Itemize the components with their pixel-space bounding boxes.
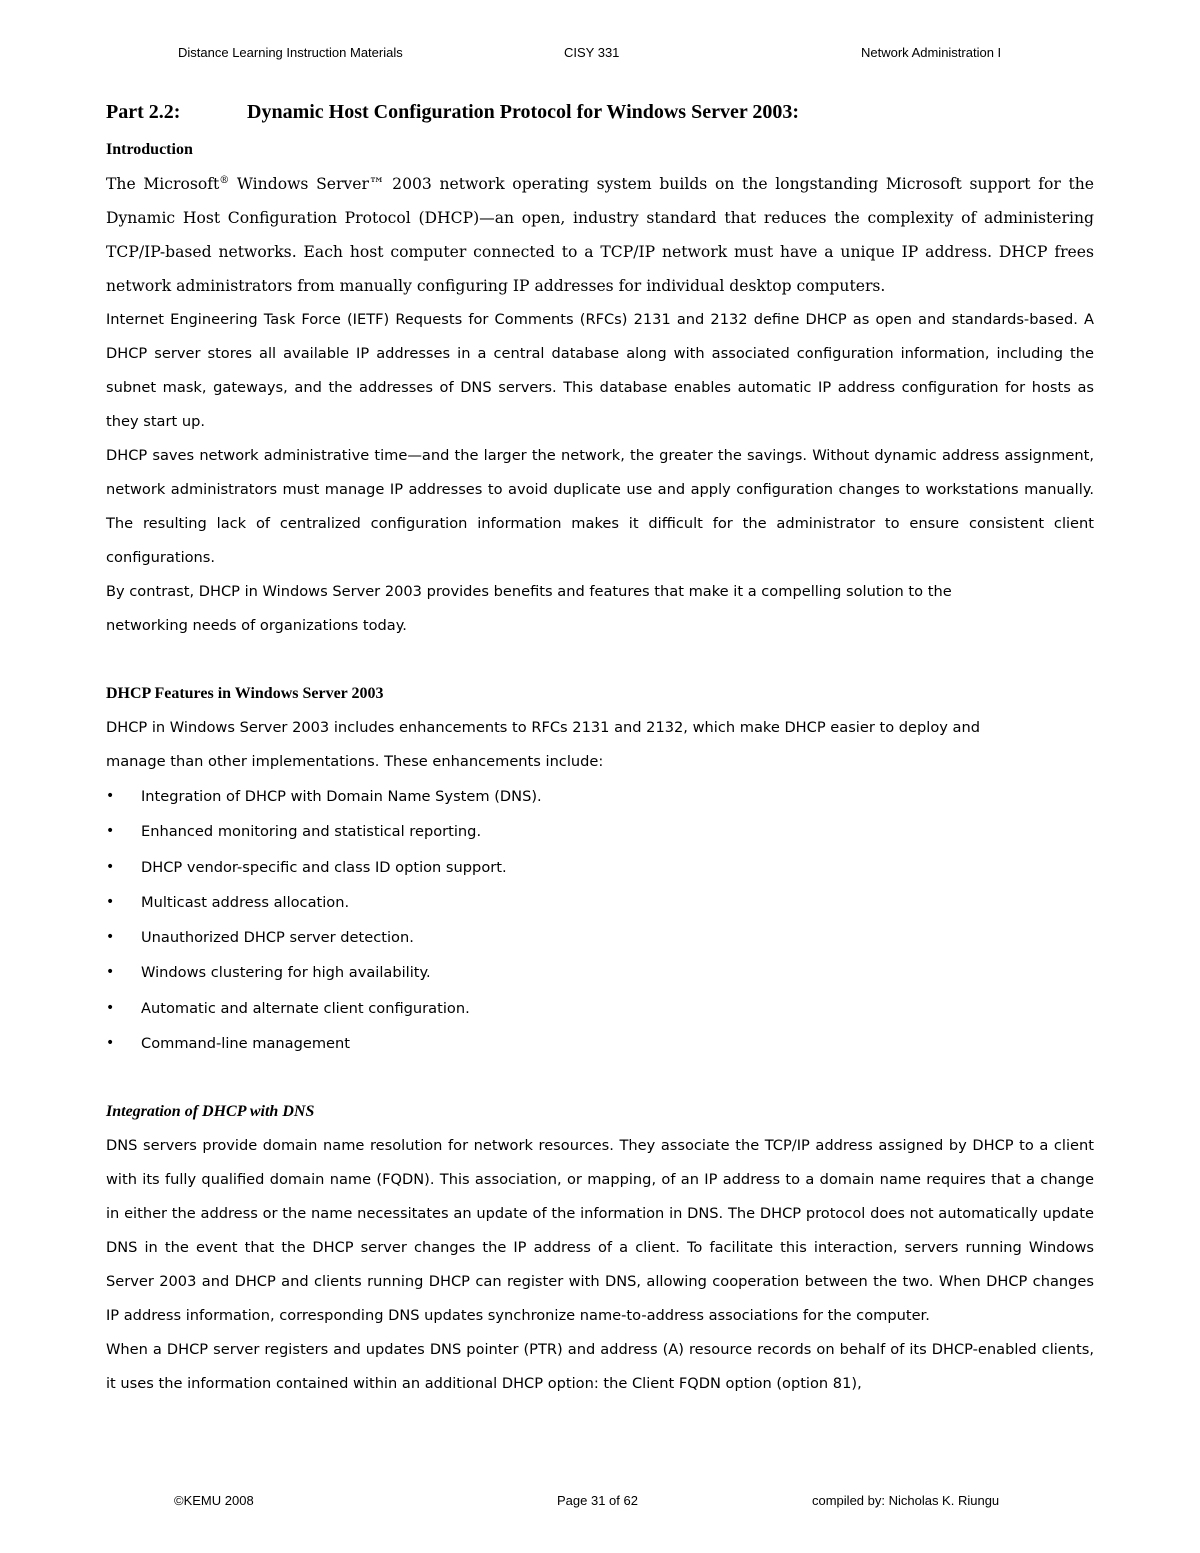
registered-mark: ®	[219, 174, 230, 186]
integration-paragraph-2: When a DHCP server registers and updates DNS pointer (PTR) and address (A) resource records on behalf of its DHCP-enabled clients, it uses the information contained within an additional DHCP option: the Client FQDN option (option 81),	[106, 1341, 1094, 1393]
header-course-code: CISY 331	[564, 45, 620, 60]
intro-p1-start: The Microsoft	[106, 175, 220, 193]
intro-paragraph-4	[106, 575, 1094, 643]
bullet-icon: •	[106, 999, 115, 1016]
list-item	[106, 850, 1094, 885]
bullet-icon: •	[106, 858, 115, 875]
intro-paragraph-2: Internet Engineering Task Force (IETF) Requests for Comments (RFCs) 2131 and 2132 define DHCP as open and standards-based. A DHCP server stores all available IP addresses in a central database along with associated configuration information, including the subnet mask, gateways, and the addresses of DNS servers. This database enables automatic IP address configuration for hosts as they start up.	[106, 311, 1094, 430]
intro-p4-line2: networking needs of organizations today.	[106, 617, 407, 634]
features-list	[106, 779, 1094, 1061]
part-heading: Dynamic Host Configuration Protocol for Windows Server 2003:	[247, 101, 800, 123]
list-item-text: DHCP vendor-specific and class ID option support.	[141, 858, 507, 876]
bullet-icon: •	[106, 788, 115, 804]
intro-paragraph-3: DHCP saves network administrative time—and the larger the network, the greater the savings. Without dynamic address assignment, network administrators must manage IP addresses to avoid duplicate use and apply configuration changes to workstations manually. The resulting lack of centralized configuration information makes it difficult for the administrator to ensure consistent client configurations.	[106, 447, 1094, 566]
introduction-heading: Introduction	[106, 141, 193, 158]
footer-copyright: ©KEMU 2008	[174, 1493, 254, 1508]
header-course-name: Network Administration I	[861, 45, 1002, 60]
list-item-text: Windows clustering for high availability.	[141, 964, 431, 982]
bullet-icon: •	[106, 929, 115, 946]
page-footer	[0, 1493, 1200, 1511]
bullet-icon: •	[106, 1035, 115, 1052]
intro-p4-line1: By contrast, DHCP in Windows Server 2003 provides benefits and features that make it a compelling solution to the	[106, 583, 952, 600]
document-body	[106, 97, 1094, 1401]
intro-p1-rest: Windows Server™ 2003 network operating system builds on the longstanding Microsoft support for the Dynamic Host Configuration Protocol (DHCP)—an open, industry standard that reduces the complexity of administering TCP/IP-based networks. Each host computer connected to a TCP/IP network must have a unique IP address. DHCP frees network administrators from manually configuring IP addresses for individual desktop computers.	[106, 175, 1095, 295]
spacer	[106, 643, 1094, 677]
part-number: Part 2.2:	[106, 101, 181, 123]
part-title	[106, 97, 1094, 127]
list-item	[106, 1026, 1094, 1061]
list-item	[106, 814, 1094, 849]
header-course-materials: Distance Learning Instruction Materials	[178, 45, 403, 60]
list-item	[106, 885, 1094, 920]
features-p-line1: DHCP in Windows Server 2003 includes enhancements to RFCs 2131 and 2132, which make DHCP easier to deploy and	[106, 719, 980, 736]
features-p-line2: manage than other implementations. These enhancements include:	[106, 753, 604, 770]
features-heading: DHCP Features in Windows Server 2003	[106, 685, 384, 702]
page-number: Page 31 of 62	[557, 1493, 638, 1508]
list-item-text: Integration of DHCP with Domain Name System (DNS).	[141, 788, 542, 805]
list-item-text: Enhanced monitoring and statistical reporting.	[141, 823, 482, 841]
bullet-icon: •	[106, 964, 115, 981]
features-paragraph	[106, 711, 1094, 779]
intro-paragraph-1	[106, 167, 1094, 303]
list-item	[106, 991, 1094, 1026]
list-item	[106, 779, 1094, 814]
list-item-text: Automatic and alternate client configuration.	[141, 999, 470, 1017]
list-item	[106, 920, 1094, 955]
footer-author: compiled by: Nicholas K. Riungu	[812, 1493, 1000, 1508]
integration-paragraph-1: DNS servers provide domain name resolution for network resources. They associate the TCP/IP address assigned by DHCP to a client with its fully qualified domain name (FQDN). This association, or mapping, of an IP address to a domain name requires that a change in either the address or the name necessitates an update of the information in DNS. The DHCP protocol does not automatically update DNS in the event that the DHCP server changes the IP address of a client. To facilitate this interaction, servers running Windows Server 2003 and DHCP and clients running DHCP can register with DNS, allowing cooperation between the two. When DHCP changes IP address information, corresponding DNS updates synchronize name-to-address associations for the computer.	[106, 1137, 1094, 1325]
page-header	[0, 45, 1200, 63]
list-item	[106, 955, 1094, 990]
bullet-icon: •	[106, 893, 115, 910]
list-item-text: Unauthorized DHCP server detection.	[141, 929, 414, 947]
integration-heading: Integration of DHCP with DNS	[106, 1103, 315, 1121]
list-item-text: Multicast address allocation.	[141, 893, 350, 911]
list-item-text: Command-line management	[141, 1035, 351, 1053]
bullet-icon: •	[106, 823, 115, 840]
spacer	[106, 1061, 1094, 1095]
